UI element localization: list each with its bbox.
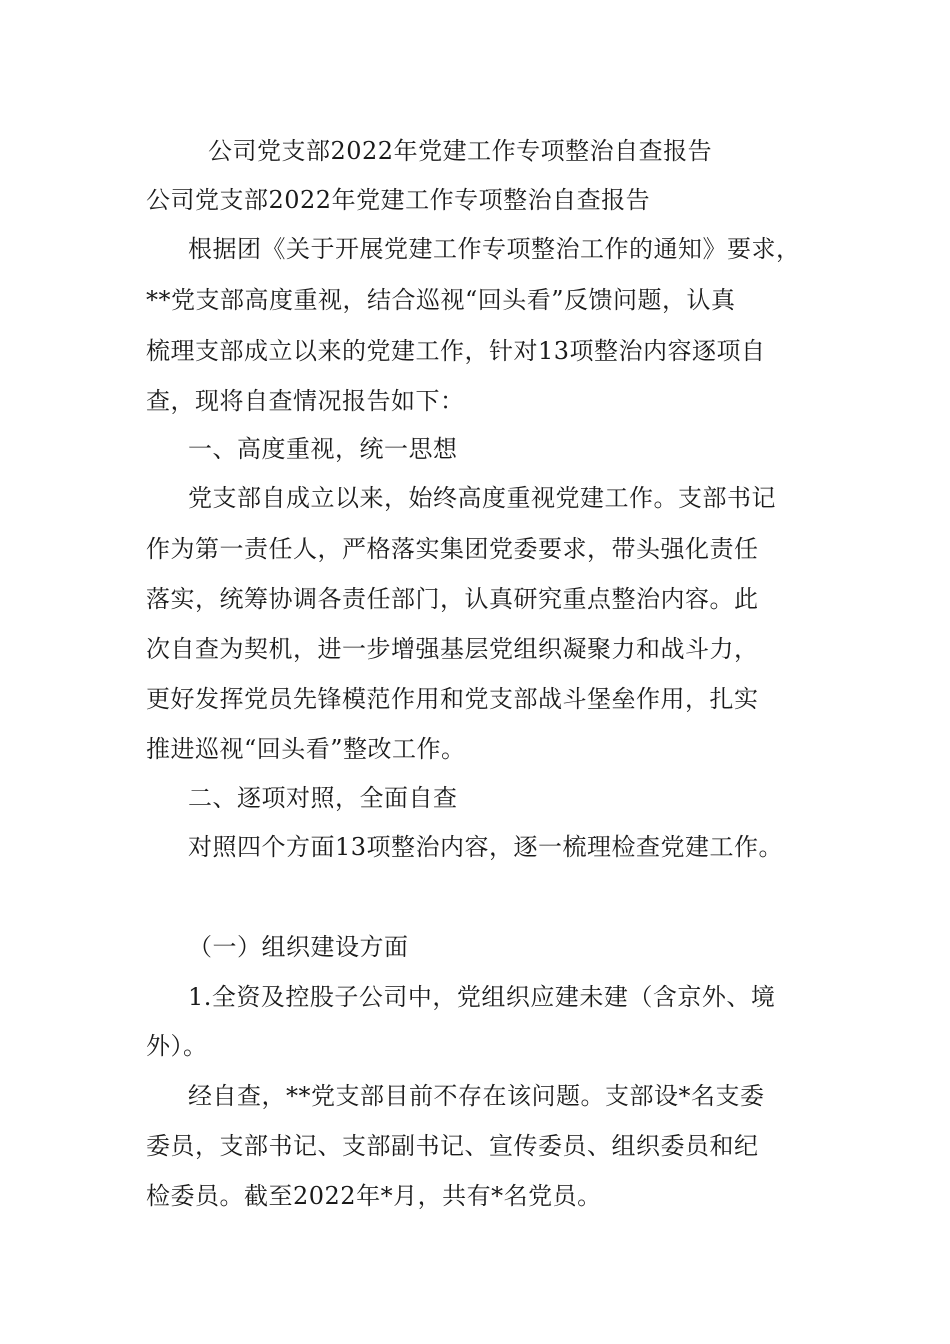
section-1-line-5: 更好发挥党员先锋模范作用和党支部战斗堡垒作用，扎实 xyxy=(146,685,759,713)
intro-line-3: 梳理支部成立以来的党建工作，针对13项整治内容逐项自 xyxy=(146,337,766,365)
section-2-line-1: 对照四个方面13项整治内容，逐一梳理检查党建工作。 xyxy=(188,833,784,861)
section-1-line-6: 推进巡视“回头看”整改工作。 xyxy=(146,735,466,763)
section-1-line-2: 作为第一责任人，严格落实集团党委要求，带头强化责任 xyxy=(146,535,759,563)
check-line-2: 委员，支部书记、支部副书记、宣传委员、组织委员和纪 xyxy=(146,1132,759,1160)
document-title: 公司党支部2022年党建工作专项整治自查报告 xyxy=(208,137,713,165)
intro-line-1: 根据团《关于开展党建工作专项整治工作的通知》要求， xyxy=(188,235,801,263)
item-1-line-2: 外）。 xyxy=(146,1032,208,1060)
section-1-line-4: 次自查为契机，进一步增强基层党组织凝聚力和战斗力， xyxy=(146,635,759,663)
section-2-heading: 二、逐项对照，全面自查 xyxy=(188,784,458,812)
item-1-line-1: 1.全资及控股子公司中，党组织应建未建（含京外、境 xyxy=(188,983,776,1011)
document-subtitle: 公司党支部2022年党建工作专项整治自查报告 xyxy=(146,186,651,214)
intro-line-4: 查，现将自查情况报告如下： xyxy=(146,387,465,415)
section-1-line-1: 党支部自成立以来，始终高度重视党建工作。支部书记 xyxy=(188,484,776,512)
section-1-line-3: 落实，统筹协调各责任部门，认真研究重点整治内容。此 xyxy=(146,585,759,613)
intro-line-2: **党支部高度重视，结合巡视“回头看”反馈问题，认真 xyxy=(146,286,736,314)
subsection-1-heading: （一）组织建设方面 xyxy=(188,933,409,961)
check-line-1: 经自查，**党支部目前不存在该问题。支部设*名支委 xyxy=(188,1082,765,1110)
section-1-heading: 一、高度重视，统一思想 xyxy=(188,435,458,463)
check-line-3: 检委员。截至2022年*月，共有*名党员。 xyxy=(146,1182,602,1210)
